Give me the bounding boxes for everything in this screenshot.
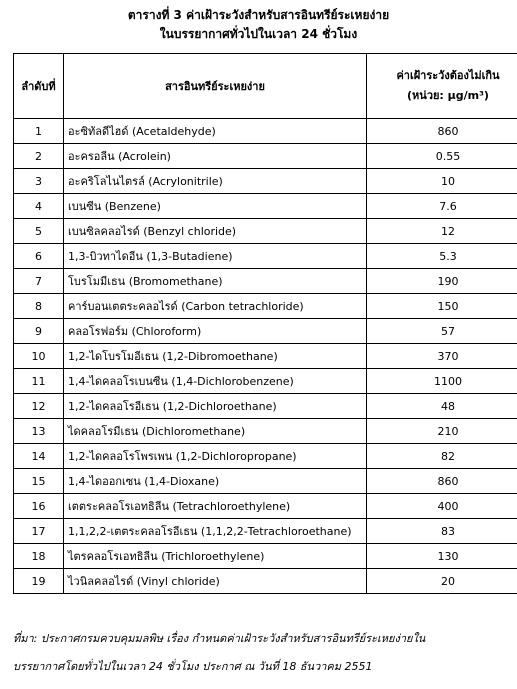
limit-value: 1100 bbox=[367, 369, 517, 394]
table-row bbox=[14, 119, 517, 144]
row-number: 12 bbox=[14, 394, 64, 419]
row-number: 18 bbox=[14, 544, 64, 569]
limit-value: 20 bbox=[367, 569, 517, 594]
row-number: 1 bbox=[14, 119, 64, 144]
table-body bbox=[14, 119, 517, 594]
table-row bbox=[14, 419, 517, 444]
limit-value: 7.6 bbox=[367, 194, 517, 219]
table-row bbox=[14, 544, 517, 569]
row-number: 6 bbox=[14, 244, 64, 269]
limit-value: 150 bbox=[367, 294, 517, 319]
table-row bbox=[14, 569, 517, 594]
table-row bbox=[14, 169, 517, 194]
limit-value: 48 bbox=[367, 394, 517, 419]
voc-limits-table bbox=[13, 53, 517, 594]
substance-name: อะซิทัลดีไฮด์ (Acetaldehyde) bbox=[64, 119, 367, 144]
limit-value: 0.55 bbox=[367, 144, 517, 169]
substance-name: อะคริโลไนไตรล์ (Acrylonitrile) bbox=[64, 169, 367, 194]
row-number: 9 bbox=[14, 319, 64, 344]
table-row bbox=[14, 494, 517, 519]
row-number: 7 bbox=[14, 269, 64, 294]
caption-line-2: ในบรรยากาศทั่วไปในเวลา 24 ชั่วโมง bbox=[159, 27, 358, 41]
header-substance: สารอินทรีย์ระเหยง่าย bbox=[64, 54, 367, 119]
substance-name: 1,4-ไดออกเซน (1,4-Dioxane) bbox=[64, 469, 367, 494]
header-limit-unit: (หน่วย: µg/m³) bbox=[407, 89, 489, 102]
limit-value: 12 bbox=[367, 219, 517, 244]
row-number: 5 bbox=[14, 219, 64, 244]
substance-name: คลอโรฟอร์ม (Chloroform) bbox=[64, 319, 367, 344]
limit-value: 5.3 bbox=[367, 244, 517, 269]
row-number: 11 bbox=[14, 369, 64, 394]
header-row bbox=[14, 54, 517, 119]
row-number: 15 bbox=[14, 469, 64, 494]
table-row bbox=[14, 369, 517, 394]
substance-name: ไวนิลคลอไรด์ (Vinyl chloride) bbox=[64, 569, 367, 594]
source-line-1: ที่มา: ประกาศกรมควบคุมมลพิษ เรื่อง กำหนดค่าเฝ้าระวังสำหรับสารอินทรีย์ระเหยง่ายใน bbox=[13, 632, 426, 645]
limit-value: 57 bbox=[367, 319, 517, 344]
limit-value: 130 bbox=[367, 544, 517, 569]
table-row bbox=[14, 144, 517, 169]
row-number: 14 bbox=[14, 444, 64, 469]
row-number: 2 bbox=[14, 144, 64, 169]
substance-name: ไดคลอโรมีเธน (Dichloromethane) bbox=[64, 419, 367, 444]
table-row bbox=[14, 394, 517, 419]
table-row bbox=[14, 319, 517, 344]
substance-name: อะครอลีน (Acrolein) bbox=[64, 144, 367, 169]
caption-line-1: ตารางที่ 3 ค่าเฝ้าระวังสำหรับสารอินทรีย์ระเหยง่าย bbox=[127, 8, 390, 22]
row-number: 3 bbox=[14, 169, 64, 194]
table-row bbox=[14, 194, 517, 219]
limit-value: 190 bbox=[367, 269, 517, 294]
row-number: 19 bbox=[14, 569, 64, 594]
source-note bbox=[13, 625, 508, 681]
substance-name: 1,4-ไดคลอโรเบนซีน (1,4-Dichlorobenzene) bbox=[64, 369, 367, 394]
row-number: 13 bbox=[14, 419, 64, 444]
row-number: 17 bbox=[14, 519, 64, 544]
table-row bbox=[14, 519, 517, 544]
table-row bbox=[14, 269, 517, 294]
substance-name: เบนซิลคลอไรด์ (Benzyl chloride) bbox=[64, 219, 367, 244]
limit-value: 210 bbox=[367, 419, 517, 444]
limit-value: 400 bbox=[367, 494, 517, 519]
table-header bbox=[14, 54, 517, 119]
table-caption bbox=[0, 6, 517, 44]
substance-name: โบรโมมีเธน (Bromomethane) bbox=[64, 269, 367, 294]
table-row bbox=[14, 444, 517, 469]
table-row bbox=[14, 244, 517, 269]
limit-value: 370 bbox=[367, 344, 517, 369]
header-limit bbox=[367, 54, 517, 119]
table-row bbox=[14, 344, 517, 369]
substance-name: 1,1,2,2-เตตระคลอโรอีเธน (1,1,2,2-Tetrachloroethane) bbox=[64, 519, 367, 544]
limit-value: 860 bbox=[367, 469, 517, 494]
limit-value: 10 bbox=[367, 169, 517, 194]
limit-value: 860 bbox=[367, 119, 517, 144]
header-limit-line-1: ค่าเฝ้าระวังต้องไม่เกิน bbox=[396, 69, 500, 82]
substance-name: 1,3-บิวทาไดอีน (1,3-Butadiene) bbox=[64, 244, 367, 269]
table-row bbox=[14, 294, 517, 319]
substance-name: เบนซีน (Benzene) bbox=[64, 194, 367, 219]
table-row bbox=[14, 219, 517, 244]
substance-name: คาร์บอนเตตระคลอไรด์ (Carbon tetrachloride) bbox=[64, 294, 367, 319]
row-number: 10 bbox=[14, 344, 64, 369]
substance-name: เตตระคลอโรเอทธิลีน (Tetrachloroethylene) bbox=[64, 494, 367, 519]
header-no: ลำดับที่ bbox=[14, 54, 64, 119]
substance-name: ไตรคลอโรเอทธิลีน (Trichloroethylene) bbox=[64, 544, 367, 569]
limit-value: 83 bbox=[367, 519, 517, 544]
table-row bbox=[14, 469, 517, 494]
limit-value: 82 bbox=[367, 444, 517, 469]
source-line-2: บรรยากาศโดยทั่วไปในเวลา 24 ชั่วโมง ประกาศ ณ วันที่ 18 ธันวาคม 2551 bbox=[13, 660, 373, 673]
row-number: 8 bbox=[14, 294, 64, 319]
row-number: 16 bbox=[14, 494, 64, 519]
substance-name: 1,2-ไดคลอโรอีเธน (1,2-Dichloroethane) bbox=[64, 394, 367, 419]
substance-name: 1,2-ไดคลอโรโพรเพน (1,2-Dichloropropane) bbox=[64, 444, 367, 469]
substance-name: 1,2-ไดโบรโมอีเธน (1,2-Dibromoethane) bbox=[64, 344, 367, 369]
row-number: 4 bbox=[14, 194, 64, 219]
